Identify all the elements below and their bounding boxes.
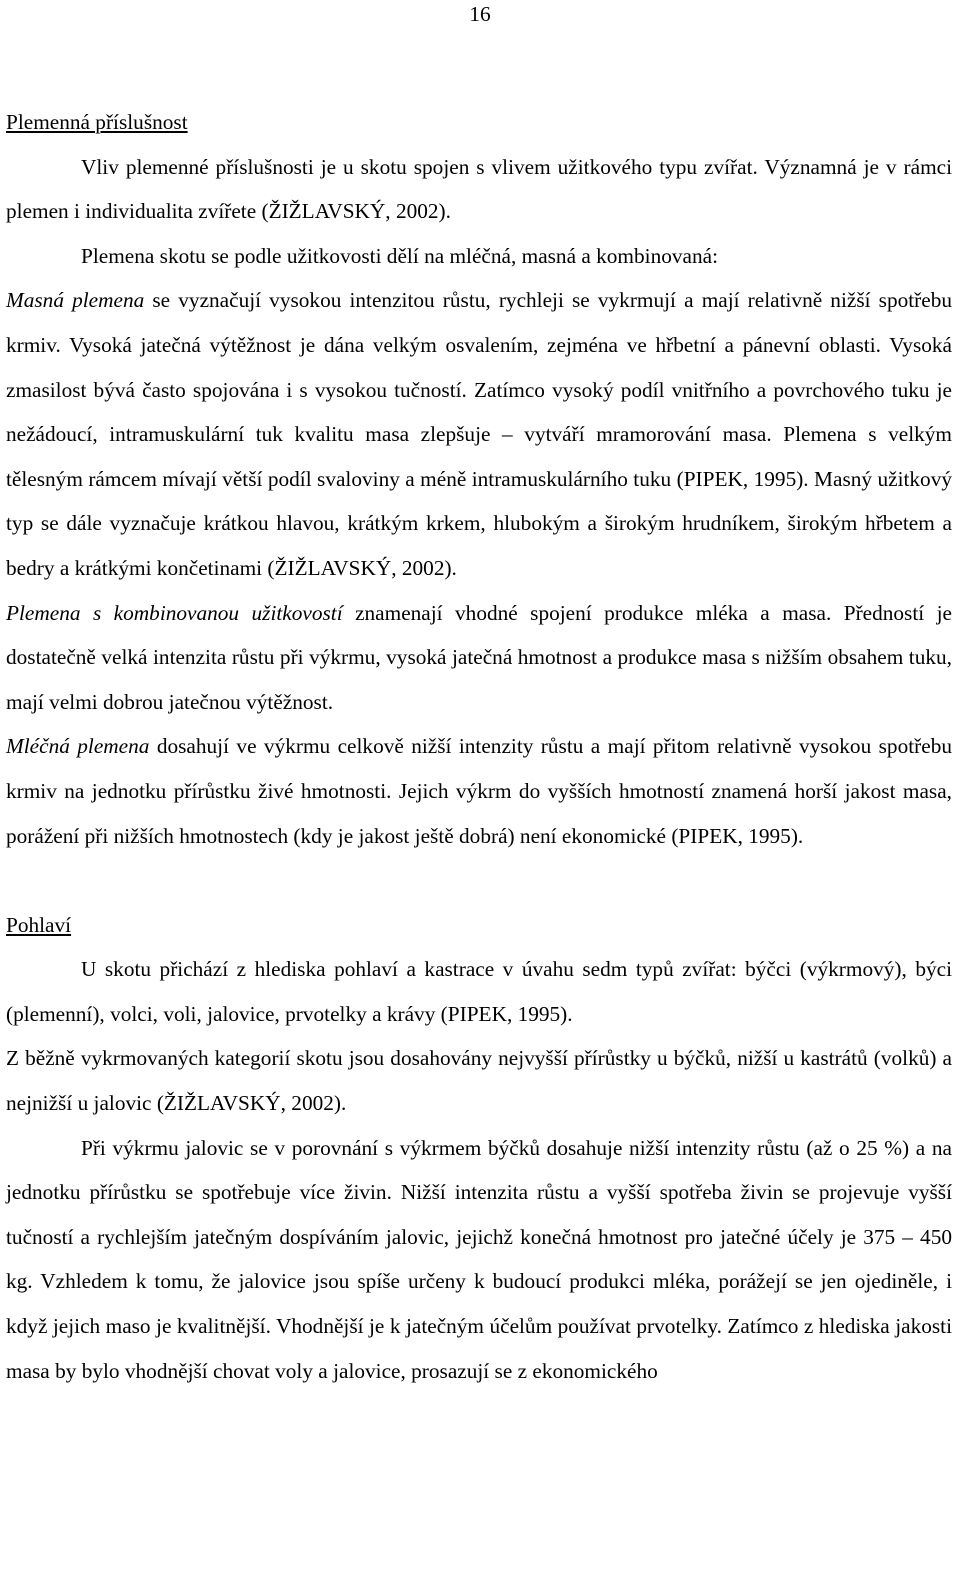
term-beef-breeds: Masná plemena [6, 288, 145, 313]
paragraph-beef-breeds [6, 278, 952, 590]
paragraph-beef-breeds-text: se vyznačují vysokou intenzitou růstu, rychleji se vykrmují a mají relativně nižší spotřebu krmiv. Vysoká jatečná výtěžnost je dána velkým osvalením, zejména ve hřbetní a pánevní oblasti. Vysoká zmasilost bývá často spojována i s vysokou tučností. Zatímco vysoký podíl vnitřního a povrchového tuku je nežádoucí, intramuskulární tuk kvalitu masa zlepšuje – vytváří mramorování masa. Plemena s velkým tělesným rámcem mívají větší podíl svaloviny a méně intramuskulárního tuku (PIPEK, 1995). Masný užitkový typ se dále vyznačuje krátkou hlavou, krátkým krkem, hlubokým a širokým hrudníkem, širokým hřbetem a bedry a krátkými končetinami (ŽIŽLAVSKÝ, 2002). [6, 288, 952, 580]
section-heading-breed: Plemenná příslušnost [6, 110, 188, 134]
paragraph-dual-purpose-text: znamenají vhodné spojení produkce mléka a masa. Předností je dostatečně velká intenzita růstu při výkrmu, vysoká jatečná hmotnost a produkce masa s nižším obsahem tuku, mají velmi dobrou jatečnou výtěžnost. [6, 600, 952, 714]
section-breed [6, 100, 952, 858]
section-sex [6, 903, 952, 1394]
paragraph-gains: Z běžně vykrmovaných kategorií skotu jsou dosahovány nejvyšší přírůstky u býčků, nižší u kastrátů (volků) a nejnižší u jalovic (ŽIŽLAVSKÝ, 2002). [6, 1046, 952, 1116]
paragraph-sex-types: U skotu přichází z hlediska pohlaví a kastrace v úvahu sedm typů zvířat: býčci (výkrmový), býci (plemenní), volci, voli, jalovice, prvotelky a krávy (PIPEK, 1995). [6, 957, 952, 1026]
page-number: 16 [469, 2, 491, 26]
paragraph-breed-types: Plemena skotu se podle užitkovosti dělí na mléčná, masná a kombinovaná: [81, 243, 718, 268]
section-gap [6, 858, 952, 903]
paragraph-breed-intro: Vliv plemenné příslušnosti je u skotu spojen s vlivem užitkového typu zvířat. Významná je v rámci plemen i individualita zvířete (ŽIŽLAVSKÝ, 2002). [6, 154, 952, 224]
paragraph-dairy-breeds [6, 724, 952, 858]
term-dual-purpose: Plemena s kombinovanou užitkovostí [6, 600, 343, 625]
term-dairy-breeds: Mléčná plemena [6, 734, 150, 759]
document-body [6, 100, 952, 1393]
paragraph-dual-purpose [6, 591, 952, 725]
section-heading-sex: Pohlaví [6, 912, 72, 937]
paragraph-heifers: Při výkrmu jalovic se v porovnání s výkrmem býčků dosahuje nižší intenzity růstu (až o 25 %) a na jednotku přírůstku se spotřebuje více živin. Nižší intenzita růstu a vyšší spotřeba živin se projevuje vyšší tučností a rychlejším jatečným dospíváním jalovic, jejichž konečná hmotnost pro jatečné účely je 375 – 450 kg. Vzhledem k tomu, že jalovice jsou spíše určeny k budoucí produkci mléka, porážejí se jen ojediněle, i když jejich maso je kvalitnější. Vhodnější je k jatečným účelům používat prvotelky. Zatímco z hlediska jakosti masa by bylo vhodnější chovat voly a jalovice, prosazují se z ekonomického [6, 1135, 952, 1383]
paragraph-dairy-breeds-text: dosahují ve výkrmu celkově nižší intenzity růstu a mají přitom relativně vysokou spotřebu krmiv na jednotku přírůstku živé hmotnosti. Jejich výkrm do vyšších hmotností znamená horší jakost masa, porážení při nižších hmotnostech (kdy je jakost ještě dobrá) není ekonomické (PIPEK, 1995). [6, 734, 952, 848]
